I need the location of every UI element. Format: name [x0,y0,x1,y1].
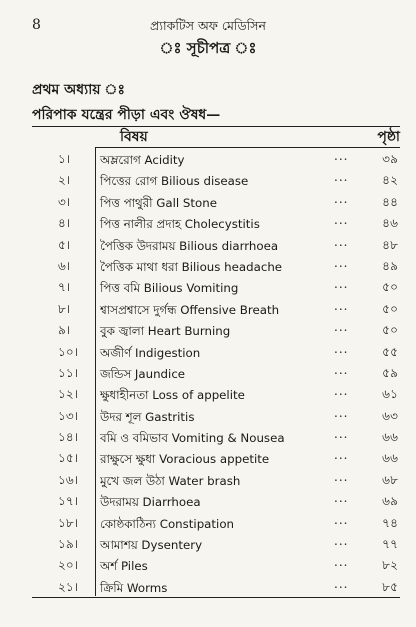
item-title: অর্শ Piles [100,559,148,574]
item-title: পিত্ত নালীর প্রদাহ Cholecystitis [100,217,260,232]
item-title: কোষ্ঠকাঠিন্য Constipation [100,516,235,531]
contents-row [0,513,416,534]
item-title: পিত্তের রোগ Bilious disease [100,174,249,189]
contents-row [0,235,416,256]
dot-leader: ... [334,427,349,442]
contents-row [0,384,416,405]
item-page: ৫০ [382,301,398,316]
item-page: ৩৯ [382,152,398,166]
table-top-rule [32,126,400,127]
item-page: ৬৮ [382,472,398,487]
item-page: ৪২ [382,173,398,188]
page-number: 8 [32,17,41,33]
contents-row [0,491,416,512]
contents-list [0,149,416,598]
contents-row [0,448,416,469]
item-page: ৫৫ [382,344,398,359]
item-number: ২০। [58,558,79,573]
item-number: ৩। [58,194,71,209]
item-title: পিত্ত বমি Bilious Vomiting [100,281,239,296]
dot-leader: ... [334,448,349,463]
contents-row [0,363,416,384]
item-title: বমি ও বমিভাব Vomiting & Nousea [100,431,285,446]
dot-leader: ... [334,234,349,249]
item-title: পৈত্তিক মাথা ধরা Bilious headache [100,259,283,274]
dot-leader: ... [334,255,349,270]
item-page: ৬৬ [382,451,398,466]
contents-row [0,470,416,491]
dot-leader: ... [334,362,349,377]
contents-row [0,534,416,555]
column-header-topic: বিষয় [120,129,148,145]
dot-leader: ... [334,298,349,313]
item-number: ১৬। [58,472,79,487]
contents-row [0,149,416,170]
contents-row [0,213,416,234]
item-number: ১৭। [58,494,79,509]
item-number: ১। [58,152,71,166]
item-number: ৯। [58,323,71,338]
item-title: অম্লরোগ Acidity [100,153,185,167]
item-title: রাক্ষুসে ক্ষুধা Voracious appetite [100,452,270,467]
dot-leader: ... [334,491,349,506]
item-number: ৬। [58,258,71,273]
item-title: ক্ষুধাহীনতা Loss of appelite [100,388,245,403]
item-page: ৫০ [382,323,398,338]
item-title: বুক জ্বালা Heart Burning [100,324,231,339]
dot-leader: ... [334,469,349,484]
item-number: ৮। [58,301,71,316]
item-title: উদর শূল Gastritis [100,409,195,424]
item-page: ৬১ [382,387,398,402]
contents-row [0,406,416,427]
item-page: ৪৯ [382,258,398,273]
dot-leader: ... [334,384,349,399]
dot-leader: ... [334,149,349,163]
item-number: ১৯। [58,537,79,552]
dot-leader: ... [334,191,349,206]
dot-leader: ... [334,341,349,356]
item-number: ১৪। [58,430,79,445]
dot-leader: ... [334,170,349,185]
item-number: ১২। [58,387,79,402]
dot-leader: ... [334,512,349,527]
item-number: ২। [58,173,71,188]
item-title: শ্বাসপ্রশ্বাসে দুর্গন্ধ Offensive Breath [100,302,280,317]
dot-leader: ... [334,405,349,420]
contents-row [0,342,416,363]
section-heading: পরিপাক যন্ত্রের পীড়া এবং ঔষধ— [32,107,221,123]
item-page: ৪৬ [382,216,398,231]
item-page: ৫৯ [382,365,398,380]
item-number: ১৮। [58,515,79,530]
column-header-page: পৃষ্ঠা [377,129,400,145]
item-number: ১০। [58,344,79,359]
item-page: ৬৩ [382,408,398,423]
running-title: প্র্যাকটিস অফ মেডিসিন [150,18,266,33]
contents-row [0,277,416,298]
item-title: জন্ডিস Jaundice [100,366,186,381]
contents-row [0,555,416,576]
dot-leader: ... [334,555,349,570]
dot-leader: ... [334,277,349,292]
item-number: ৪। [58,216,71,231]
header-underline [95,147,400,148]
dot-leader: ... [334,213,349,228]
running-header [0,17,416,35]
contents-row [0,577,416,598]
contents-row [0,320,416,341]
item-title: আমাশয় Dysentery [100,538,203,553]
item-page: ৪৪ [382,194,398,209]
dot-leader: ... [334,534,349,549]
item-title: পৈত্তিক উদরাময় Bilious diarrhoea [100,238,279,253]
contents-row [0,299,416,320]
item-title: পিত্ত পাথুরী Gall Stone [100,195,217,210]
contents-row [0,256,416,277]
item-page: ৭৪ [382,515,398,530]
contents-row [0,427,416,448]
item-title: ক্রিমি Worms [100,580,168,595]
item-title: অজীর্ণ Indigestion [100,345,201,360]
item-number: ১১। [58,365,79,380]
item-page: ৭৭ [382,537,398,552]
contents-row [0,170,416,191]
item-page: ৮২ [382,558,398,573]
item-title: মুখে জল উঠা Water brash [100,473,241,488]
contents-title: ঃ সূচীপত্র ঃ [159,39,257,57]
chapter-heading: প্রথম অধ্যায় ঃ [32,82,125,98]
dot-leader: ... [334,576,349,591]
dot-leader: ... [334,320,349,335]
item-page: ৫০ [382,280,398,295]
item-number: ২১। [58,579,79,594]
item-number: ৫। [58,237,71,252]
item-number: ১৫। [58,451,79,466]
item-page: ৪৮ [382,237,398,252]
contents-row [0,192,416,213]
item-page: ৬৯ [382,494,398,509]
item-number: ৭। [58,280,71,295]
item-number: ১৩। [58,408,79,423]
item-title: উদরাময় Diarrhoea [100,495,201,510]
table-bottom-rule [32,597,400,598]
item-page: ৬৬ [382,430,398,445]
item-page: ৮৫ [382,579,398,594]
